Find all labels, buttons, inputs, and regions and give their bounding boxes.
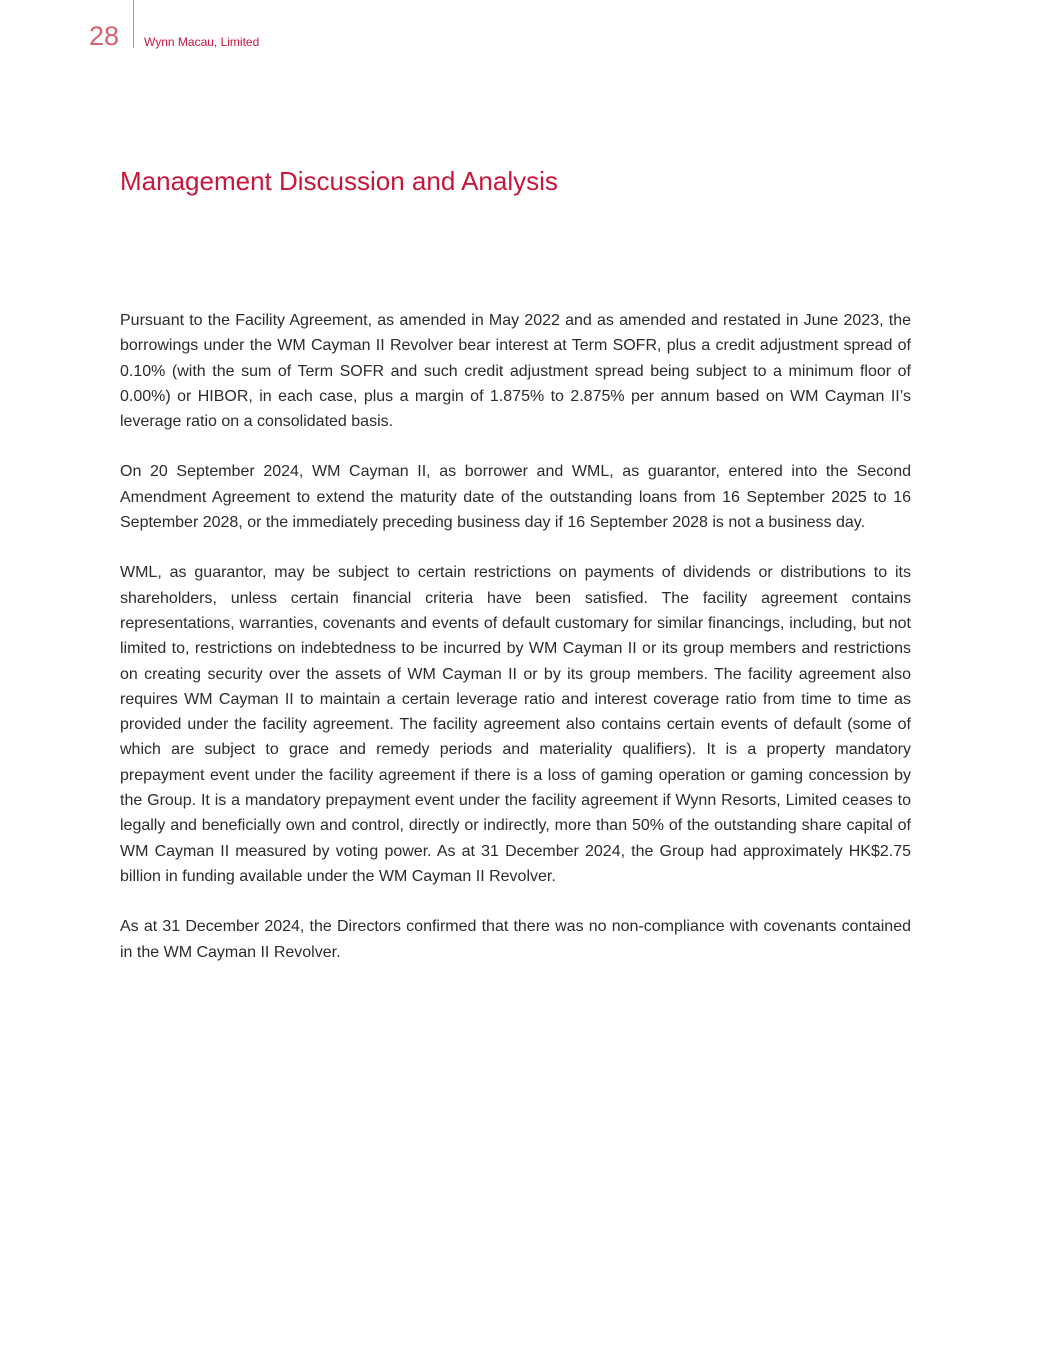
page-title: Management Discussion and Analysis bbox=[120, 166, 558, 196]
company-name: Wynn Macau, Limited bbox=[144, 35, 260, 49]
paragraph-restrictions-covenants: WML, as guarantor, may be subject to certain restrictions on payments of dividends or distributions to its shareholders, unless certain financial criteria have been satisfied. The facility agreement contains representations, warranties, covenants and events of default customary for similar financings, including, but not limited to, restrictions on indebtedness to be incurred by WM Cayman II or its group members and restrictions on creating security over the assets of WM Cayman II or by its group members. The facility agreement also requires WM Cayman II to maintain a certain leverage ratio and interest coverage ratio from time to time as provided under the facility agreement. The facility agreement also contains certain events of default (some of which are subject to grace and remedy periods and materiality qualifiers). It is a property mandatory prepayment event under the facility agreement if there is a loss of gaming operation or gaming concession by the Group. It is a mandatory prepayment event under the facility agreement if Wynn Resorts, Limited ceases to legally and beneficially own and control, directly or indirectly, more than 50% of the outstanding share capital of WM Cayman II measured by voting power. As at 31 December 2024, the Group had approximately HK$2.75 billion in funding available under the WM Cayman II Revolver. bbox=[120, 564, 911, 885]
paragraph-second-amendment: On 20 September 2024, WM Cayman II, as borrower and WML, as guarantor, entered into the Second Amendment Agreement to extend the maturity date of the outstanding loans from 16 September 2025 to 16 September 2028, or the immediately preceding business day if 16 September 2028 is not a business day. bbox=[120, 463, 911, 532]
paragraph-compliance: As at 31 December 2024, the Directors confirmed that there was no non-compliance with covenants contained in the WM Cayman II Revolver. bbox=[120, 918, 911, 961]
page-number: 28 bbox=[89, 21, 120, 51]
page-header bbox=[0, 0, 1055, 60]
paragraph-interest-terms: Pursuant to the Facility Agreement, as amended in May 2022 and as amended and restated in June 2023, the borrowings under the WM Cayman II Revolver bear interest at Term SOFR, plus a credit adjustment spread of 0.10% (with the sum of Term SOFR and such credit adjustment spread being subject to a minimum floor of 0.00%) or HIBOR, in each case, plus a margin of 1.875% to 2.875% per annum based on WM Cayman II’s leverage ratio on a consolidated basis. bbox=[120, 312, 911, 431]
header-divider bbox=[133, 0, 134, 48]
body-text bbox=[120, 308, 911, 990]
